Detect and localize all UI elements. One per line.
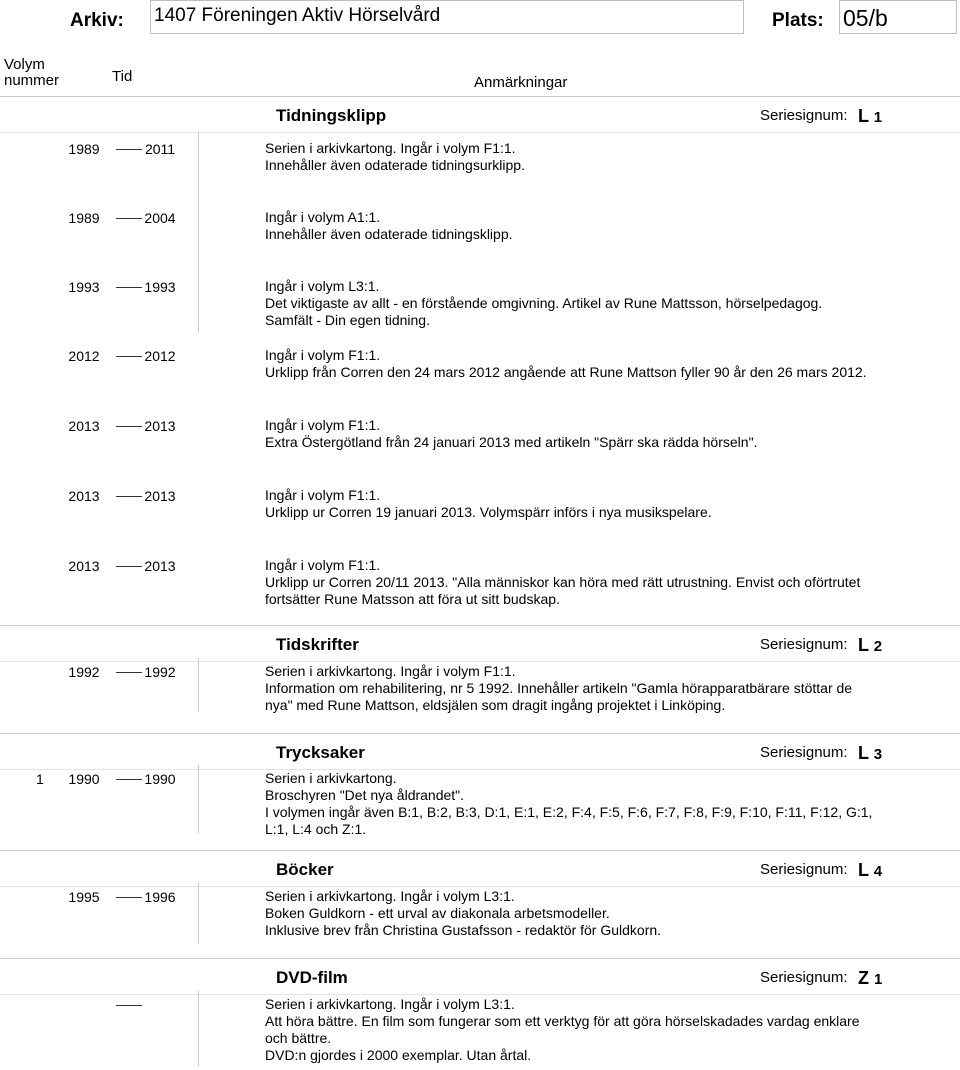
seriesignum-number: 1 <box>874 971 883 988</box>
start-year: 1992 <box>68 664 100 680</box>
remark-line: Information om rehabilitering, nr 5 1992. Innehåller artikeln "Gamla hörapparatbärare stöttar de <box>265 680 853 696</box>
remark-line: Serien i arkivkartong. Ingår i volym F1:1. <box>265 663 516 679</box>
arkiv-label: Arkiv: <box>70 10 124 31</box>
seriesignum-number: 2 <box>873 638 883 655</box>
remarks-column-divider <box>198 658 199 712</box>
start-year: 1989 <box>68 210 100 226</box>
column-volym-line2: nummer <box>4 72 60 89</box>
section-title: Trycksaker <box>276 743 365 762</box>
remark-text <box>265 557 945 608</box>
seriesignum-code <box>858 743 882 764</box>
seriesignum-number: 4 <box>873 863 883 880</box>
seriesignum-code <box>858 860 882 881</box>
remark-text <box>265 140 945 174</box>
remark-line: fortsätter Rune Matsson att föra ut sitt budskap. <box>265 591 560 607</box>
remark-line: Extra Östergötland från 24 januari 2013 med artikeln "Spärr ska rädda hörseln". <box>265 434 758 450</box>
end-year: 1996 <box>144 889 176 905</box>
section-title: Böcker <box>276 860 334 879</box>
column-anmarkningar: Anmärkningar <box>474 74 568 91</box>
remark-line: Urklipp ur Corren 20/11 2013. "Alla människor kan höra med rätt utrustning. Envist och oförtrutet <box>265 574 861 590</box>
start-year: 2013 <box>68 418 100 434</box>
end-year: 2012 <box>144 348 176 364</box>
end-year: 1992 <box>144 664 176 680</box>
remark-line: Ingår i volym F1:1. <box>265 487 381 503</box>
remark-text <box>265 996 945 1064</box>
remark-text <box>265 209 945 243</box>
end-year: 2013 <box>144 488 176 504</box>
seriesignum-letter: L <box>858 860 869 880</box>
seriesignum-letter: L <box>858 106 869 126</box>
remark-text <box>265 417 945 451</box>
remark-line: Inklusive brev från Christina Gustafsson - redaktör för Guldkorn. <box>265 922 662 938</box>
remarks-column-divider <box>198 883 199 944</box>
plats-value-box <box>839 0 957 34</box>
remarks-column-divider <box>198 131 199 333</box>
remark-line: Boken Guldkorn - ett urval av diakonala arbetsmodeller. <box>265 905 610 921</box>
remark-line: Serien i arkivkartong. Ingår i volym L3:1. <box>265 996 515 1012</box>
end-year: 2013 <box>144 558 176 574</box>
section-rule <box>0 850 960 851</box>
remark-line: Innehåller även odaterade tidningsklipp. <box>265 226 513 242</box>
start-year: 1990 <box>68 771 100 787</box>
seriesignum-code <box>858 968 882 989</box>
remark-line: nya" med Rune Mattson, eldsjälen som dragit ingång projektet i Linköping. <box>265 697 726 713</box>
column-tid: Tid <box>112 68 133 85</box>
remark-text <box>265 888 945 939</box>
start-year: 2012 <box>68 348 100 364</box>
remark-line: Innehåller även odaterade tidningsurklipp. <box>265 157 525 173</box>
remark-line: L:1, L:4 och Z:1. <box>265 821 367 837</box>
remark-line: och bättre. <box>265 1030 332 1046</box>
remark-line: Ingår i volym L3:1. <box>265 278 380 294</box>
seriesignum-letter: Z <box>858 968 869 988</box>
seriesignum-number: 1 <box>873 109 883 126</box>
remark-line: Serien i arkivkartong. <box>265 770 397 786</box>
section-title-underline <box>0 994 960 995</box>
section-rule <box>0 958 960 959</box>
start-year: 1989 <box>68 141 100 157</box>
end-year: 2011 <box>144 141 176 157</box>
plats-label: Plats: <box>772 10 824 31</box>
section-rule <box>0 625 960 626</box>
section-title: DVD-film <box>276 968 348 987</box>
remark-line: Att höra bättre. En film som fungerar som ett verktyg för att göra hörselskadades vardag enklare <box>265 1013 860 1029</box>
remark-line: I volymen ingår även B:1, B:2, B:3, D:1, E:1, E:2, F:4, F:5, F:6, F:7, F:8, F:9, F:10, F:11, F:12, G:1, <box>265 804 873 820</box>
seriesignum-label: Seriesignum: <box>760 107 848 124</box>
remark-line: Ingår i volym F1:1. <box>265 417 381 433</box>
remark-text <box>265 487 945 521</box>
seriesignum-letter: L <box>858 635 869 655</box>
start-year: 1995 <box>68 889 100 905</box>
plats-value: 05/b <box>843 5 888 31</box>
section-title: Tidskrifter <box>276 635 359 654</box>
end-year: 1993 <box>144 279 176 295</box>
remark-text <box>265 278 945 329</box>
remark-line: Urklipp ur Corren 19 januari 2013. Volymspärr införs i nya musikspelare. <box>265 504 712 520</box>
remark-line: Urklipp från Corren den 24 mars 2012 angående att Rune Mattson fyller 90 år den 26 mars 2012. <box>265 364 867 380</box>
seriesignum-label: Seriesignum: <box>760 636 848 653</box>
remark-line: Ingår i volym F1:1. <box>265 557 381 573</box>
year-range-dash <box>116 1005 142 1006</box>
section-title-underline <box>0 661 960 662</box>
remark-line: Ingår i volym F1:1. <box>265 347 381 363</box>
remark-text <box>265 663 945 714</box>
section-title-underline <box>0 886 960 887</box>
start-year: 2013 <box>68 488 100 504</box>
seriesignum-label: Seriesignum: <box>760 969 848 986</box>
arkiv-value: 1407 Föreningen Aktiv Hörselvård <box>154 5 441 26</box>
section-rule <box>0 96 960 97</box>
seriesignum-letter: L <box>858 743 869 763</box>
start-year: 1993 <box>68 279 100 295</box>
section-title: Tidningsklipp <box>276 106 387 125</box>
seriesignum-code <box>858 635 882 656</box>
remark-line: Broschyren "Det nya åldrandet". <box>265 787 465 803</box>
remark-line: Serien i arkivkartong. Ingår i volym L3:1. <box>265 888 515 904</box>
section-rule <box>0 733 960 734</box>
seriesignum-label: Seriesignum: <box>760 861 848 878</box>
end-year: 2013 <box>144 418 176 434</box>
remark-line: Serien i arkivkartong. Ingår i volym F1:1. <box>265 140 516 156</box>
arkiv-value-box <box>150 0 744 34</box>
seriesignum-number: 3 <box>873 746 883 763</box>
end-year: 2004 <box>144 210 176 226</box>
seriesignum-code <box>858 106 882 127</box>
remark-text <box>265 770 945 838</box>
start-year: 2013 <box>68 558 100 574</box>
volume-number: 1 <box>36 771 44 787</box>
seriesignum-label: Seriesignum: <box>760 744 848 761</box>
end-year: 1990 <box>144 771 176 787</box>
remark-line: Ingår i volym A1:1. <box>265 209 381 225</box>
remark-line: DVD:n gjordes i 2000 exemplar. Utan årtal. <box>265 1047 532 1063</box>
remarks-column-divider <box>198 765 199 833</box>
remark-line: Samfält - Din egen tidning. <box>265 312 430 328</box>
remark-text <box>265 347 945 381</box>
remarks-column-divider <box>198 991 199 1066</box>
column-volym-line1: Volym <box>4 56 45 73</box>
remark-line: Det viktigaste av allt - en förstående omgivning. Artikel av Rune Mattsson, hörselpedagog. <box>265 295 823 311</box>
column-volym-nummer <box>4 57 59 89</box>
section-title-underline <box>0 132 960 133</box>
